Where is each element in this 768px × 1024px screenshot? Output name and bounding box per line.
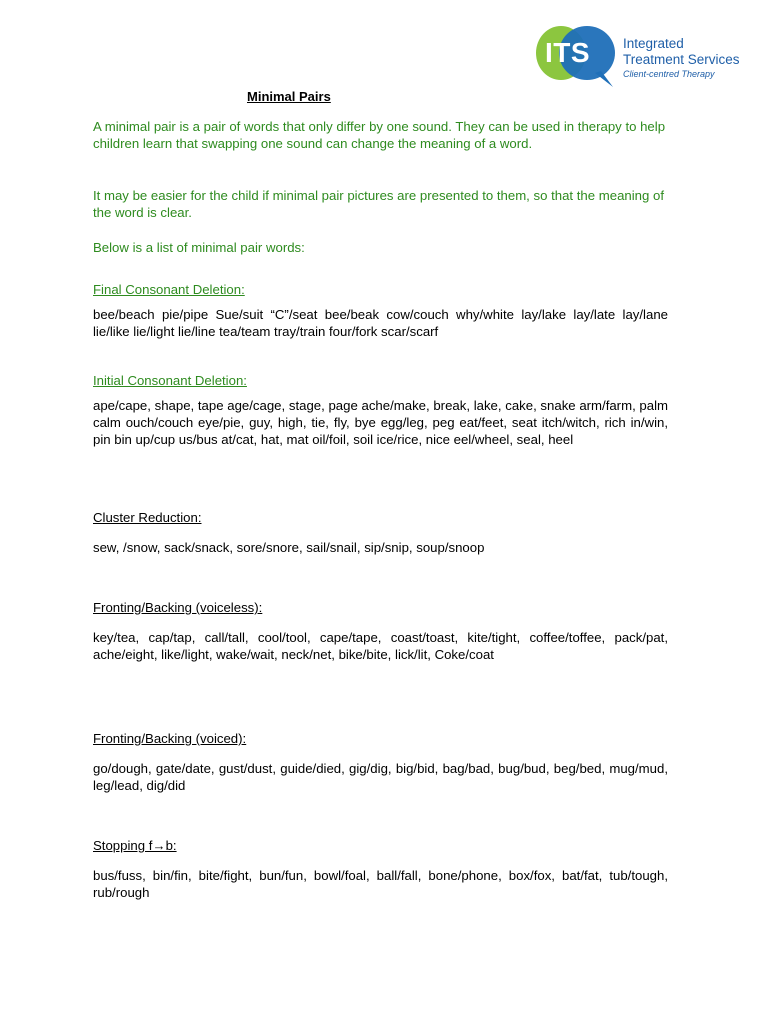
- section-words-fronting-voiceless: key/tea, cap/tap, call/tall, cool/tool, cape/tape, coast/toast, kite/tight, coffee/toffee, pack/pat, ache/eight, like/light, wake/wait, neck/net, bike/bite, lick/lit, Coke/coat: [93, 630, 668, 662]
- section-heading-fronting-voiceless: Fronting/Backing (voiceless):: [93, 600, 263, 615]
- intro-paragraph-1: A minimal pair is a pair of words that only differ by one sound. They can be used in therapy to help children learn that swapping one sound can change the meaning of a word.: [93, 119, 666, 151]
- section-words-fronting-voiced: go/dough, gate/date, gust/dust, guide/died, gig/dig, big/bid, bag/bad, bug/bud, beg/bed, mug/mud, leg/lead, dig/did: [93, 761, 668, 793]
- logo-tagline: Client-centred Therapy: [623, 69, 715, 79]
- section-heading-stopping: Stopping f→b:: [93, 838, 177, 853]
- section-heading-initial-consonant-deletion: Initial Consonant Deletion:: [93, 373, 247, 388]
- logo-text: [623, 37, 740, 79]
- intro-paragraph-2: It may be easier for the child if minimal pair pictures are presented to them, so that the meaning of the word is clear.: [93, 188, 665, 220]
- section-words-stopping: bus/fuss, bin/fin, bite/fight, bun/fun, bowl/foal, ball/fall, bone/phone, box/fox, bat/fat, tub/tough, rub/rough: [93, 868, 668, 900]
- its-logo: [535, 23, 760, 91]
- document-title: Minimal Pairs: [247, 89, 331, 104]
- logo-line2: Treatment Services: [623, 51, 740, 67]
- section-words-initial-consonant-deletion: ape/cape, shape, tape age/cage, stage, page ache/make, break, lake, cake, snake arm/farm, palm calm ouch/couch eye/pie, guy, high, tie, fly, bye egg/leg, peg eat/feet, seat itch/witch, rich in/win, pin bin up/cup us/bus at/cat, hat, mat oil/foil, soil ice/rice, nice eel/wheel, seal, heel: [93, 398, 668, 447]
- section-words-final-consonant-deletion: bee/beach pie/pipe Sue/suit “C”/seat bee/beak cow/couch why/white lay/lake lay/late lay/lane lie/like lie/light lie/line tea/team tray/train four/fork scar/scarf: [93, 307, 668, 339]
- section-heading-fronting-voiced: Fronting/Backing (voiced):: [93, 731, 247, 746]
- logo-line1: Integrated: [623, 36, 684, 51]
- intro-paragraph-3: Below is a list of minimal pair words:: [93, 240, 305, 255]
- section-heading-final-consonant-deletion: Final Consonant Deletion:: [93, 282, 245, 297]
- section-heading-cluster-reduction: Cluster Reduction:: [93, 510, 202, 525]
- logo-mark-text: ITS: [545, 37, 591, 68]
- section-words-cluster-reduction: sew, /snow, sack/snack, sore/snore, sail/snail, sip/snip, soup/snoop: [93, 540, 485, 555]
